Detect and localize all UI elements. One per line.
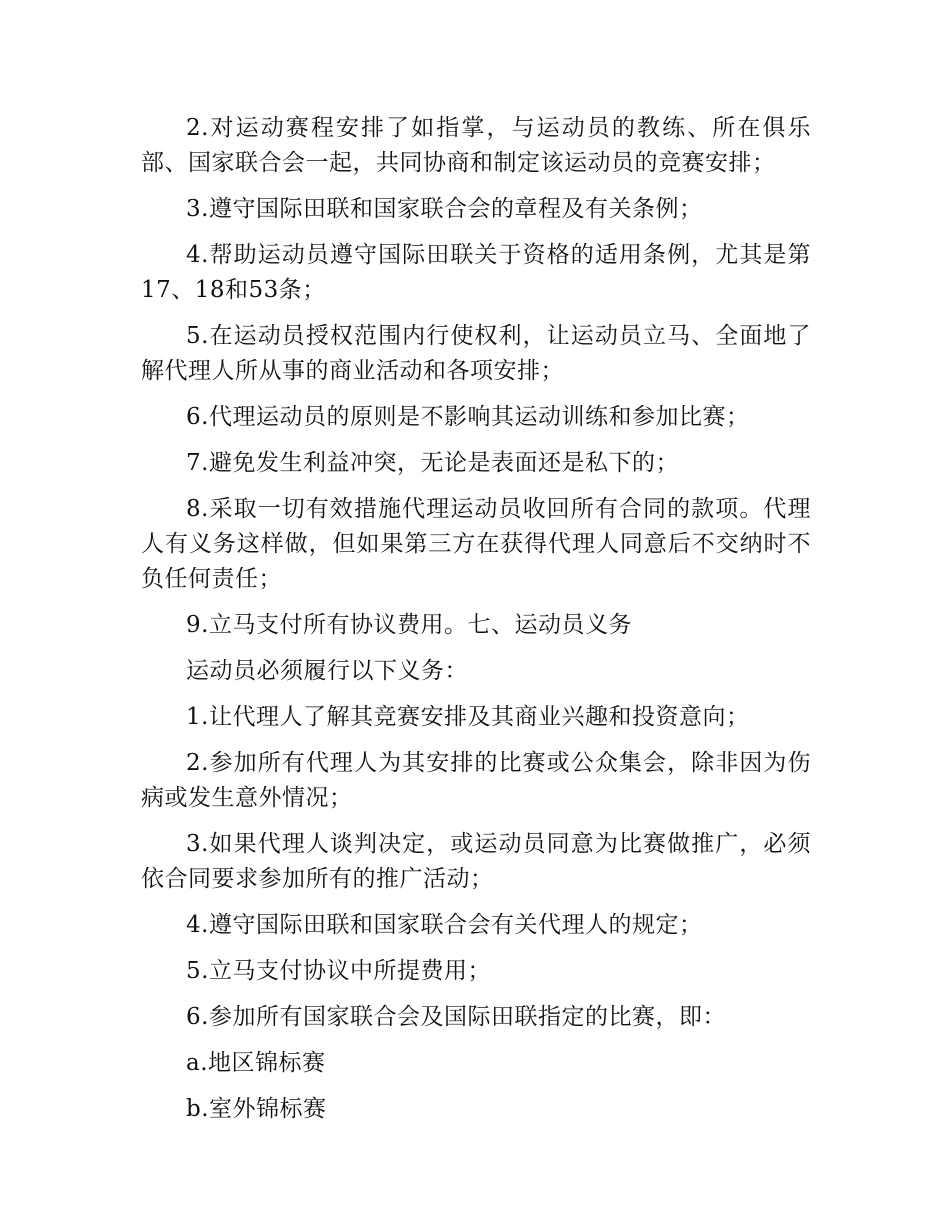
paragraph: 9.立马支付所有协议费用。七、运动员义务 (186, 612, 632, 638)
paragraph: 2.参加所有代理人为其安排的比赛或公众集会，除非因为伤病或发生意外情况； (141, 750, 811, 811)
paragraph: 4.帮助运动员遵守国际田联关于资格的适用条例，尤其是第17、18和53条； (141, 242, 811, 303)
document-body (141, 111, 811, 1138)
paragraph: 4.遵守国际田联和国家联合会有关代理人的规定； (186, 912, 703, 938)
paragraph: 5.立马支付协议中所提费用； (186, 958, 491, 984)
paragraph: 3.如果代理人谈判决定，或运动员同意为比赛做推广，必须依合同要求参加所有的推广活动； (141, 831, 811, 892)
paragraph: b.室外锦标赛 (186, 1096, 327, 1122)
paragraph: a.地区锦标赛 (186, 1050, 326, 1076)
paragraph: 2.对运动赛程安排了如指掌，与运动员的教练、所在俱乐部、国家联合会一起，共同协商和制定该运动员的竞赛安排； (141, 115, 811, 176)
paragraph: 6.参加所有国家联合会及国际田联指定的比赛，即： (186, 1004, 726, 1030)
paragraph: 7.避免发生利益冲突，无论是表面还是私下的； (186, 450, 679, 476)
paragraph: 6.代理运动员的原则是不影响其运动训练和参加比赛； (186, 404, 750, 430)
paragraph: 运动员必须履行以下义务： (186, 658, 468, 684)
paragraph: 3.遵守国际田联和国家联合会的章程及有关条例； (186, 196, 703, 222)
paragraph: 5.在运动员授权范围内行使权利，让运动员立马、全面地了解代理人所从事的商业活动和各项安排； (141, 323, 811, 384)
paragraph: 8.采取一切有效措施代理运动员收回所有合同的款项。代理人有义务这样做，但如果第三方在获得代理人同意后不交纳时不负任何责任； (141, 496, 811, 592)
paragraph: 1.让代理人了解其竞赛安排及其商业兴趣和投资意向； (186, 704, 750, 730)
